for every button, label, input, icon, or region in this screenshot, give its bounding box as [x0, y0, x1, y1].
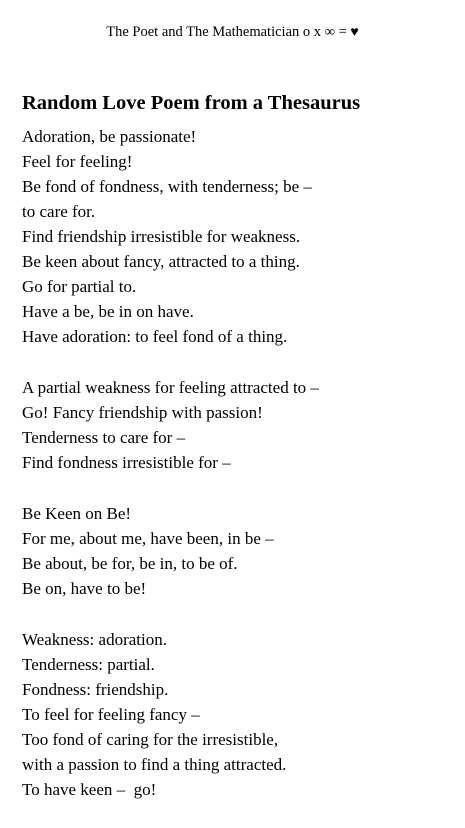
- poem-line: Have a be, be in on have.: [22, 302, 194, 321]
- poem-line: A partial weakness for feeling attracted to –: [22, 378, 319, 397]
- poem-line: Be keen about fancy, attracted to a thing.: [22, 252, 300, 271]
- header-text: The Poet and The Mathematician o x ∞ =: [106, 24, 351, 40]
- poem-line: Fondness: friendship.: [22, 680, 169, 699]
- poem-line: Be about, be for, be in, to be of.: [22, 554, 238, 573]
- poem-line: Find friendship irresistible for weakness.: [22, 227, 301, 246]
- poem-line: Adoration, be passionate!: [22, 127, 197, 146]
- poem-line: Be Keen on Be!: [22, 504, 132, 523]
- page-header: [0, 22, 465, 43]
- heart-icon: ♥: [350, 25, 359, 40]
- stanza-1: [22, 124, 462, 349]
- poem-line: Tenderness to care for –: [22, 428, 186, 447]
- poem-line: Tenderness: partial.: [22, 655, 155, 674]
- poem-line: to care for.: [22, 202, 96, 221]
- stanza-2: [22, 375, 462, 475]
- poem-line: with a passion to find a thing attracted.: [22, 755, 287, 774]
- poem-line: To feel for feeling fancy –: [22, 705, 200, 724]
- poem-line: Be fond of fondness, with tenderness; be –: [22, 177, 312, 196]
- poem-line: Go for partial to.: [22, 277, 137, 296]
- stanza-4: [22, 627, 462, 802]
- poem-line: For me, about me, have been, in be –: [22, 529, 274, 548]
- poem-line: Weakness: adoration.: [22, 630, 167, 649]
- poem-body: [22, 124, 462, 828]
- poem-line: Have adoration: to feel fond of a thing.: [22, 327, 288, 346]
- poem-line: Go! Fancy friendship with passion!: [22, 403, 263, 422]
- stanza-3: [22, 501, 462, 601]
- poem-title: Random Love Poem from a Thesaurus: [22, 92, 361, 114]
- poem-line: Feel for feeling!: [22, 152, 133, 171]
- poem-line: Find fondness irresistible for –: [22, 453, 231, 472]
- poem-line: To have keen – go!: [22, 780, 157, 799]
- poem-line: Be on, have to be!: [22, 579, 147, 598]
- poem-line: Too fond of caring for the irresistible,: [22, 730, 279, 749]
